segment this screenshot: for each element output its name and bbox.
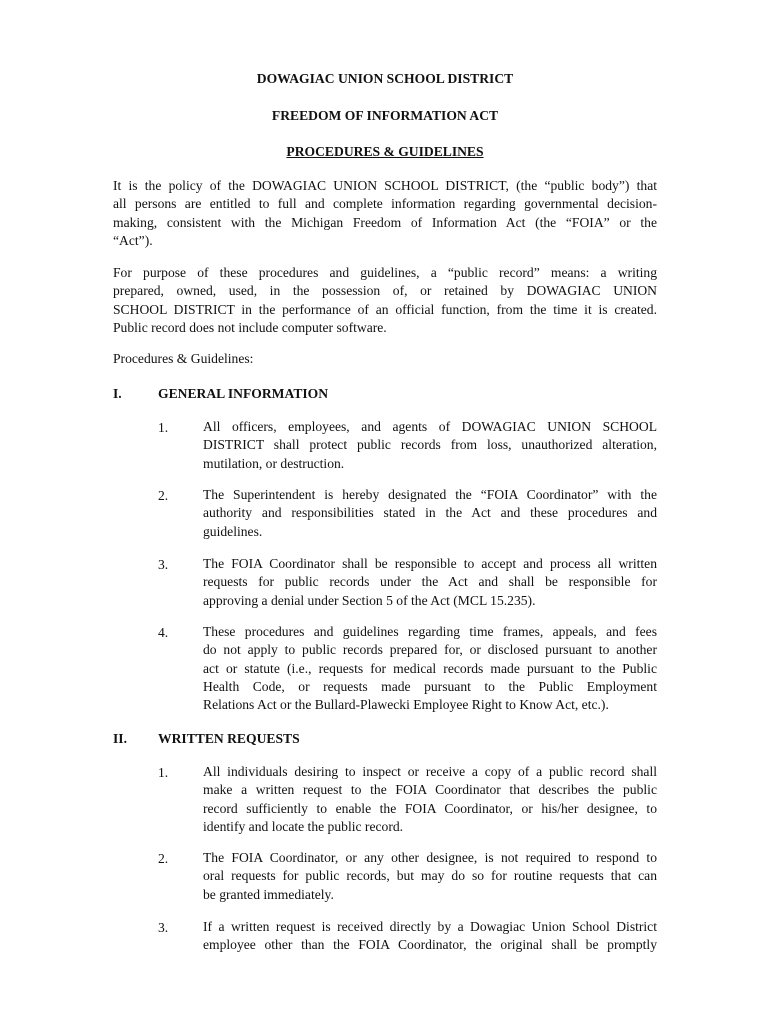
item-number: 3. bbox=[158, 557, 169, 572]
text-line: employee other than the FOIA Coordinator, the original shall be promptly bbox=[203, 937, 657, 953]
intro-paragraph-policy bbox=[113, 177, 657, 250]
item-number: 1. bbox=[158, 765, 169, 780]
text-line: All officers, employees, and agents of DOWAGIAC UNION SCHOOL bbox=[203, 419, 657, 434]
text-line: oral requests for public records, but may do so for routine requests that can bbox=[203, 868, 657, 884]
text-line: “Act”). bbox=[113, 232, 153, 248]
text-line: act or statute (i.e., requests for medical records made pursuant to the Public bbox=[203, 660, 657, 676]
text-line: be granted immediately. bbox=[203, 886, 334, 902]
text-line: do not apply to public records prepared for, or disclosed pursuant to another bbox=[203, 642, 657, 658]
text-line: record sufficiently to enable the FOIA Coordinator, or his/her designee, to bbox=[203, 800, 657, 816]
intro-paragraph-public-record bbox=[113, 264, 657, 337]
text-line: All individuals desiring to inspect or receive a copy of a public record shall bbox=[203, 764, 657, 779]
text-line: The FOIA Coordinator, or any other designee, is not required to respond to bbox=[203, 850, 657, 865]
text-line: all persons are entitled to full and complete information regarding governmental decision- bbox=[113, 196, 657, 212]
text-line: Health Code, or requests made pursuant to the Public Employment bbox=[203, 678, 657, 694]
list-item bbox=[203, 918, 657, 955]
text-line: authority and responsibilities stated in the Act and these procedures and bbox=[203, 505, 657, 521]
list-item bbox=[203, 623, 657, 714]
text-line: It is the policy of the DOWAGIAC UNION SCHOOL DISTRICT, (the “public body”) that bbox=[113, 178, 657, 193]
list-item bbox=[203, 763, 657, 836]
text-line: prepared, owned, used, in the possession of, or retained by DOWAGIAC UNION bbox=[113, 283, 657, 299]
list-item bbox=[203, 555, 657, 610]
text-line: guidelines. bbox=[203, 523, 263, 539]
text-line: The FOIA Coordinator shall be responsible to accept and process all written bbox=[203, 556, 657, 571]
item-number: 4. bbox=[158, 625, 169, 640]
text-line: These procedures and guidelines regarding time frames, appeals, and fees bbox=[203, 624, 657, 639]
section-title: WRITTEN REQUESTS bbox=[158, 731, 300, 746]
text-line: If a written request is received directly by a Dowagiac Union School District bbox=[203, 919, 657, 934]
text-line: approving a denial under Section 5 of the Act (MCL 15.235). bbox=[203, 592, 536, 608]
section-number: I. bbox=[113, 386, 122, 401]
text-line: making, consistent with the Michigan Freedom of Information Act (the “FOIA” or the bbox=[113, 214, 657, 230]
text-line: For purpose of these procedures and guidelines, a “public record” means: a writing bbox=[113, 265, 657, 280]
item-number: 1. bbox=[158, 420, 169, 435]
text-line: make a written request to the FOIA Coordinator that describes the public bbox=[203, 782, 657, 798]
act-heading: FREEDOM OF INFORMATION ACT bbox=[271, 108, 499, 123]
list-item bbox=[203, 418, 657, 473]
section-number: II. bbox=[113, 731, 127, 746]
item-number: 3. bbox=[158, 920, 169, 935]
list-item bbox=[203, 849, 657, 904]
text-line: identify and locate the public record. bbox=[203, 818, 404, 834]
section-title: GENERAL INFORMATION bbox=[158, 386, 329, 401]
procedures-guidelines-label: Procedures & Guidelines: bbox=[113, 351, 254, 366]
text-line: requests for public records under the Act and shall be responsible for bbox=[203, 574, 657, 590]
text-line: mutilation, or destruction. bbox=[203, 455, 345, 471]
text-line: DISTRICT shall protect public records from loss, unauthorized alteration, bbox=[203, 437, 657, 453]
item-number: 2. bbox=[158, 488, 169, 503]
text-line: The Superintendent is hereby designated the “FOIA Coordinator” with the bbox=[203, 487, 657, 502]
text-line: Relations Act or the Bullard-Plawecki Employee Right to Know Act, etc.). bbox=[203, 697, 609, 713]
text-line: Public record does not include computer software. bbox=[113, 319, 387, 335]
list-item bbox=[203, 486, 657, 541]
procedures-heading: PROCEDURES & GUIDELINES bbox=[286, 144, 484, 159]
item-number: 2. bbox=[158, 851, 169, 866]
text-line: SCHOOL DISTRICT in the performance of an official function, from the time it is created. bbox=[113, 301, 657, 317]
district-heading: DOWAGIAC UNION SCHOOL DISTRICT bbox=[256, 71, 514, 86]
